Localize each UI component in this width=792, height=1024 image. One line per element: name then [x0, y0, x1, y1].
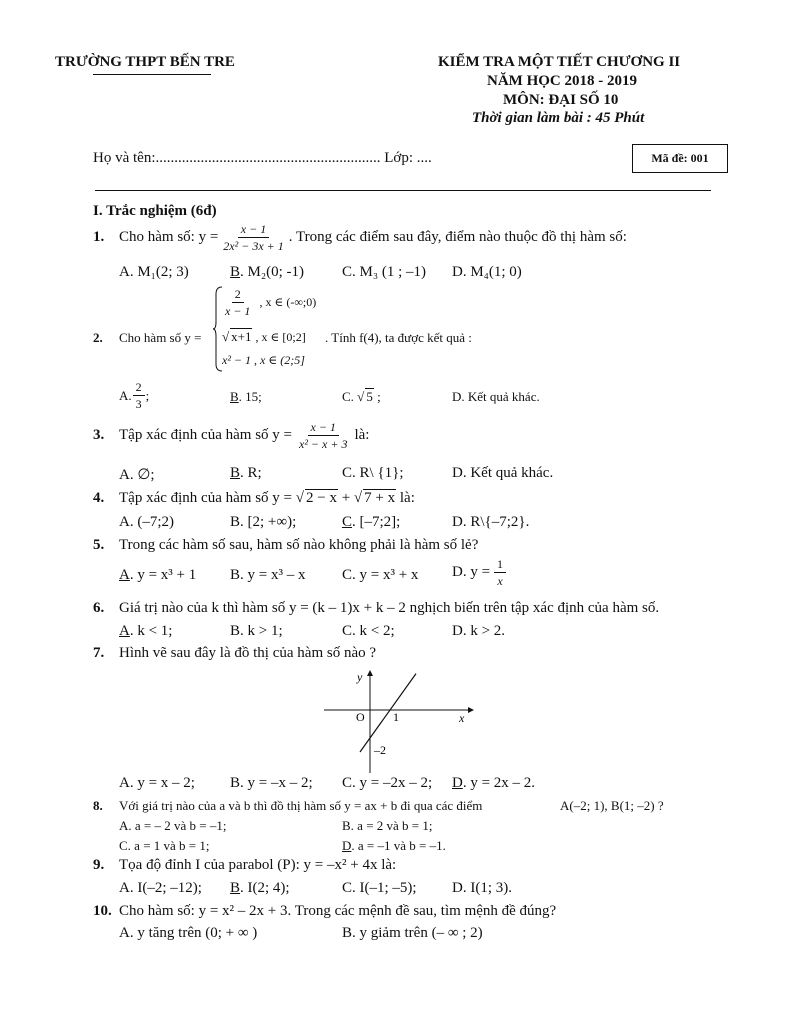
radicand: x+1: [231, 329, 252, 344]
q8-points: A(–2; 1), B(1; –2) ?: [560, 798, 664, 813]
q3-option-d: D. Kết quả khác.: [452, 465, 554, 481]
answer-letter: B: [230, 389, 239, 404]
header-divider: [95, 190, 711, 191]
q9-option-b: [230, 880, 290, 897]
q6-option-c: C. k < 2;: [342, 623, 395, 639]
answer-letter: D: [452, 775, 463, 791]
duration: Thời gian làm bài : 45 Phút: [472, 110, 645, 126]
q8-option-d: [342, 838, 446, 854]
numerator: x − 1: [238, 222, 269, 238]
option-text: . k < 1;: [129, 623, 173, 639]
exam-title: KIỂM TRA MỘT TIẾT CHƯƠNG II: [438, 54, 681, 70]
q1-option-c: C. M₃ (1 ; –1): [342, 264, 426, 280]
question-text: Tọa độ đỉnh I của parabol (P): y = –x² + 4x là:: [119, 857, 397, 873]
option-letter: A.: [119, 387, 132, 403]
question-number: 9.: [93, 857, 105, 873]
piece-3: x² − 1 , x ∈ (2;5]: [222, 353, 305, 367]
q9-option-d: D. I(1; 3).: [452, 880, 512, 896]
q5-option-b: B. y = x³ – x: [230, 567, 306, 583]
answer-letter: C: [342, 514, 353, 530]
question-text-cont: là:: [354, 427, 370, 443]
question-10: [93, 903, 556, 920]
question-text: Tập xác định của hàm số y =: [119, 490, 292, 506]
option-text: . a = –1 và b = –1.: [351, 838, 446, 853]
option-text: ;: [145, 387, 150, 403]
subject: MÔN: ĐẠI SỐ 10: [503, 92, 619, 108]
q4-option-c: [342, 514, 400, 531]
question-1: [93, 222, 627, 253]
question-4: 4. Tập xác định của hàm số y = √ 2 − x + √ 7 + x là:: [93, 490, 415, 506]
y-axis-arrow: [367, 670, 373, 676]
q10-option-b: B. y giảm trên (– ∞ ; 2): [342, 925, 483, 941]
q8-option-a: A. a = – 2 và b = –1;: [119, 818, 227, 833]
q5-option-d: [452, 557, 506, 588]
denominator: 2x² − 3x + 1: [223, 239, 284, 253]
question-text: Với giá trị nào của a và b thì đồ thị hàm số y = ax + b đi qua các điểm: [119, 798, 483, 813]
q6-option-b: B. k > 1;: [230, 623, 283, 639]
school-year: NĂM HỌC 2018 - 2019: [487, 73, 637, 89]
fraction: [220, 222, 286, 253]
question-number: 2.: [93, 330, 103, 345]
q7-option-b: B. y = –x – 2;: [230, 775, 313, 791]
piece-1: [222, 287, 316, 318]
option-text: D. y =: [452, 564, 491, 580]
condition: , x ∈ (-∞;0): [259, 295, 317, 309]
question-number: 4.: [93, 490, 105, 506]
question-text: Cho hàm số: y =: [119, 229, 219, 245]
radicand: 5: [366, 389, 373, 404]
q3-option-a: A. ∅;: [119, 467, 155, 483]
question-number: 8.: [93, 798, 103, 813]
q2-option-c: C. √ 5 ;: [342, 389, 381, 404]
option-letter: C.: [342, 389, 354, 404]
question-text-cont: là:: [396, 490, 415, 506]
question-number: 3.: [93, 427, 105, 443]
origin-label: O: [356, 710, 365, 724]
q2-option-a: [119, 380, 149, 411]
fraction: [296, 420, 350, 451]
q1-option-b: [230, 264, 304, 281]
y-tick-label: –2: [374, 743, 386, 757]
x-tick-label: 1: [393, 710, 399, 724]
question-6: [93, 600, 659, 617]
question-text: Hình vẽ sau đây là đồ thị của hàm số nào ?: [119, 645, 377, 661]
condition: , x ∈ [0;2]: [252, 330, 306, 344]
question-7: [93, 645, 376, 662]
student-name-line: Họ và tên:............................................................ Lớp: ....: [93, 150, 432, 166]
q2-option-b: [230, 389, 262, 405]
q9-option-c: C. I(–1; –5);: [342, 880, 417, 896]
answer-letter: B: [230, 880, 241, 896]
q7-option-a: A. y = x – 2;: [119, 775, 195, 791]
answer-letter: A: [119, 623, 130, 639]
q4-option-a: A. (–7;2): [119, 514, 174, 530]
q6-option-d: D. k > 2.: [452, 623, 506, 639]
piece-2: √ x+1 , x ∈ [0;2]: [222, 329, 306, 344]
numerator: 2: [232, 287, 244, 303]
denominator: x: [497, 574, 503, 588]
q5-option-c: C. y = x³ + x: [342, 567, 419, 583]
answer-letter: B: [230, 264, 241, 280]
option-text: . M₂(0; -1): [240, 264, 304, 280]
numerator: x − 1: [308, 420, 339, 436]
q6-option-a: [119, 623, 172, 640]
question-8: [93, 798, 482, 814]
option-text: . R;: [240, 465, 262, 481]
question-number: 10.: [93, 903, 112, 919]
fraction: [133, 380, 145, 411]
question-text-cont: . Tính f(4), ta được kết quả :: [325, 330, 472, 345]
q4-option-d: D. R\{–7;2}.: [452, 514, 530, 530]
q5-option-a: [119, 567, 196, 584]
question-text: Cho hàm số: y = x² – 2x + 3. Trong các mệnh đề sau, tìm mệnh đề đúng?: [119, 903, 557, 919]
option-text: . [–7;2];: [352, 514, 401, 530]
fraction: [494, 557, 506, 588]
question-text: Giá trị nào của k thì hàm số y = (k – 1)x + k – 2 nghịch biến trên tập xác định của hàm số.: [119, 600, 660, 616]
question-9: [93, 857, 396, 874]
q10-option-a: A. y tăng trên (0; + ∞ ): [119, 925, 258, 941]
question-text: Tập xác định của hàm số y =: [119, 427, 292, 443]
x-axis-label: x: [459, 711, 465, 725]
question-number: 7.: [93, 645, 105, 661]
line-graph: [320, 668, 480, 778]
x-axis-arrow: [468, 707, 474, 713]
exam-code-box: [632, 144, 728, 173]
numerator: 2: [133, 380, 145, 396]
radicand: 7 + x: [364, 490, 396, 506]
function-line: [360, 674, 416, 752]
question-number: 1.: [93, 229, 105, 245]
q8-option-b: B. a = 2 và b = 1;: [342, 818, 433, 833]
question-3: [93, 420, 369, 451]
q1-option-d: D. M₄(1; 0): [452, 264, 522, 280]
plus-sign: +: [337, 490, 354, 506]
q3-option-b: [230, 465, 262, 482]
answer-letter: D: [342, 838, 352, 853]
option-text: . I(2; 4);: [240, 880, 290, 896]
answer-letter: A: [119, 567, 130, 583]
numerator: 1: [494, 557, 506, 573]
question-text: Trong các hàm số sau, hàm số nào không phải là hàm số lẻ?: [119, 537, 479, 553]
question-5: [93, 537, 478, 554]
q4-option-b: B. [2; +∞);: [230, 514, 297, 530]
y-axis-label: y: [357, 670, 363, 684]
q1-option-a: A. M₁(2; 3): [119, 264, 189, 280]
answer-letter: B: [230, 465, 241, 481]
q7-option-d: [452, 775, 535, 792]
q2-option-d: D. Kết quả khác.: [452, 389, 540, 404]
school-underline: [93, 74, 211, 75]
section-title: I. Trắc nghiệm (6đ): [93, 203, 217, 219]
denominator: 3: [135, 397, 142, 411]
q7-option-c: C. y = –2x – 2;: [342, 775, 433, 791]
question-number: 5.: [93, 537, 105, 553]
q3-option-c: C. R\ {1};: [342, 465, 404, 481]
q9-option-a: A. I(–2; –12);: [119, 880, 202, 896]
option-text: . y = 2x – 2.: [462, 775, 536, 791]
question-text-cont: . Trong các điểm sau đây, điểm nào thuộc đồ thị hàm số:: [288, 229, 627, 245]
exam-code: Mã đề: 001: [651, 151, 709, 165]
q8-option-c: C. a = 1 và b = 1;: [119, 838, 210, 853]
fraction: [222, 287, 253, 318]
option-text: ;: [373, 389, 381, 404]
option-text: . 15;: [238, 389, 262, 404]
question-text: Cho hàm số y =: [119, 330, 202, 345]
denominator: x² − x + 3: [299, 437, 348, 451]
school-name: TRƯỜNG THPT BẾN TRE: [55, 54, 235, 70]
denominator: x − 1: [225, 304, 251, 318]
question-number: 6.: [93, 600, 105, 616]
radicand: 2 − x: [305, 490, 337, 506]
option-text: . y = x³ + 1: [129, 567, 197, 583]
